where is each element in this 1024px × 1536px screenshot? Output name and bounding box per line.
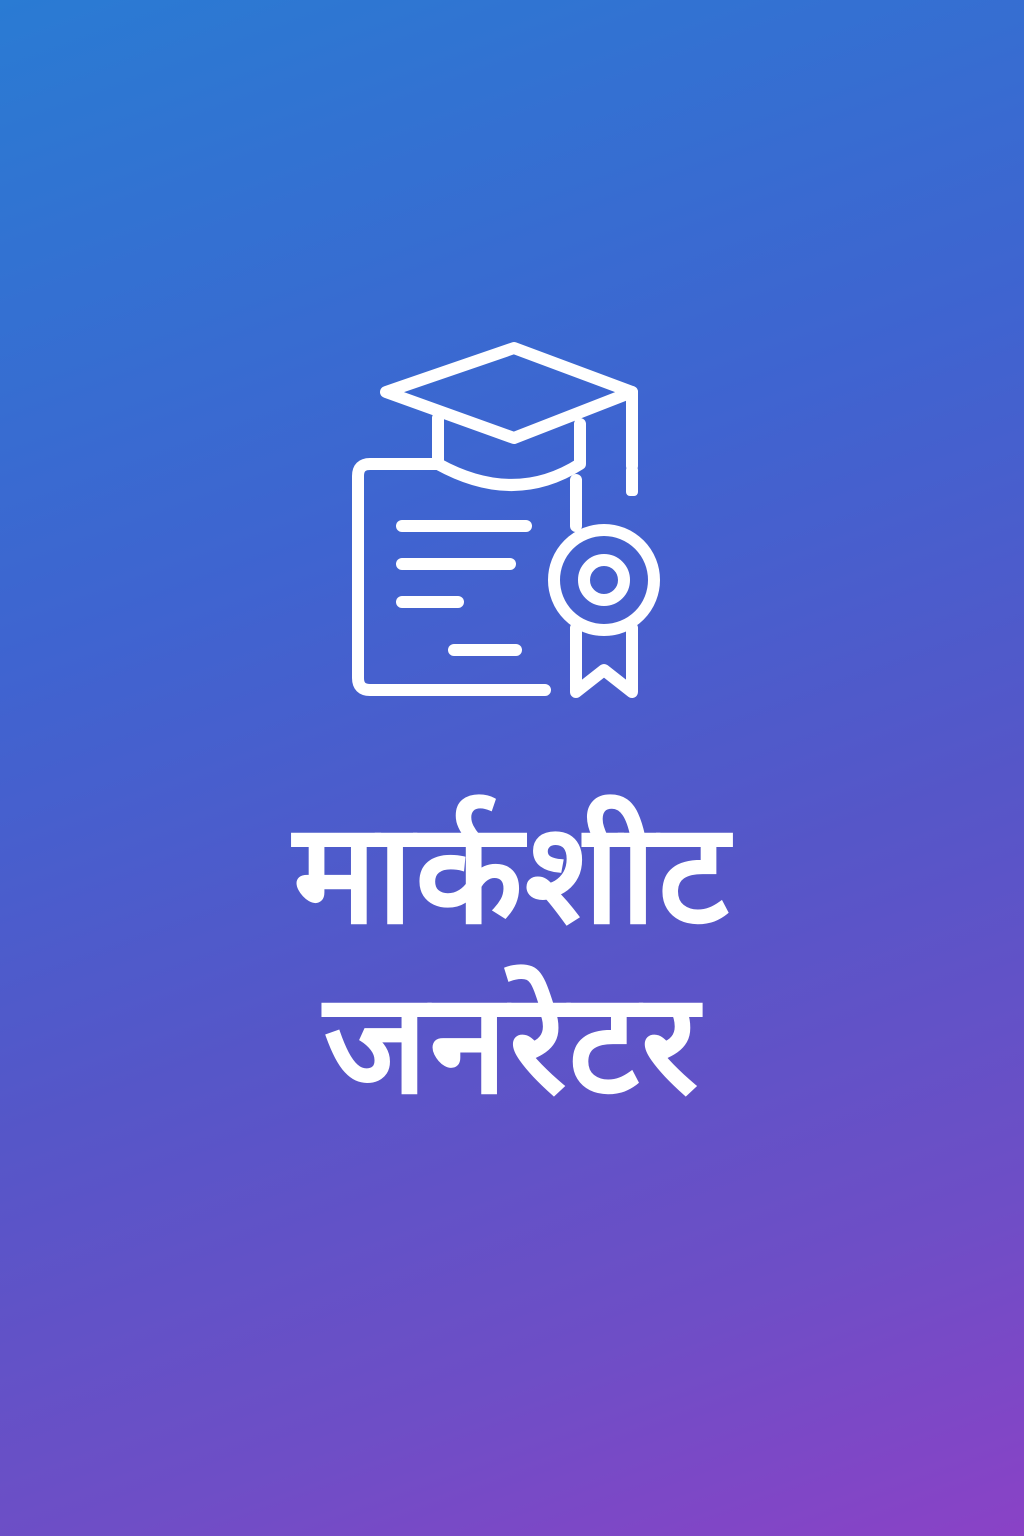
graduation-certificate-icon <box>340 330 680 720</box>
title-line-1: मार्कशीट <box>293 793 731 956</box>
app-title <box>0 790 1024 1130</box>
title-line-2: जनरेटर <box>323 963 701 1126</box>
